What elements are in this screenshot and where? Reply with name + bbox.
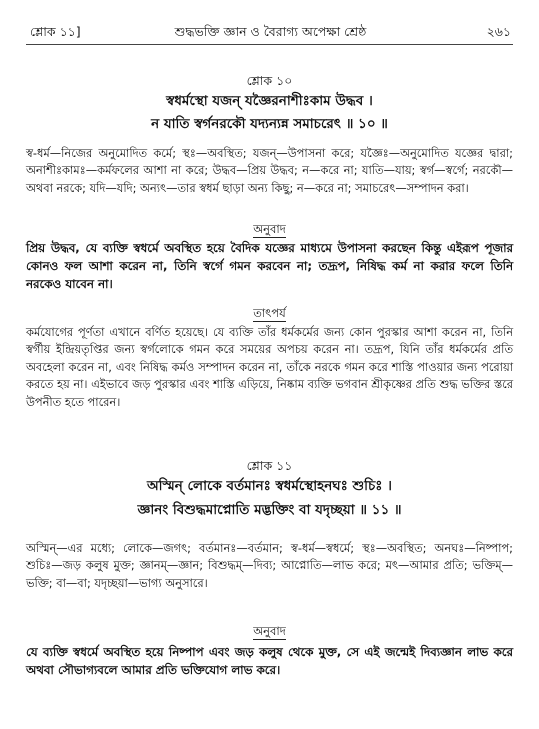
shloka-10-verse-line-1: স্বধর্মস্থো যজন্ যজ্ঞৈরনাশীঃকাম উদ্ধব । [166, 93, 373, 109]
shloka-11-verse-line-2: জ্ঞানং বিশুদ্ধমাপ্নোতি মদ্ভক্তিং বা যদৃচ্ছয়া ॥ ১১ ॥ [137, 502, 402, 518]
shloka-10-translation-label: অনুবাদ [253, 222, 286, 236]
shloka-10-purport-label: তাৎপর্য [253, 306, 286, 320]
header-rule [26, 44, 513, 45]
shloka-11-translation-label: অনুবাদ [253, 624, 286, 638]
shloka-10-synonyms: স্ব-ধর্ম—নিজের অনুমোদিত কর্মে; স্থঃ—অবস্থিত; যজন্—উপাসনা করে; যজ্ঞৈঃ—অনুমোদিত যজ্ঞের দ্বারা; অনাশীঃকামঃ—কর্মফলের আশা না করে; উদ্ধব—প্রিয় উদ্ধব; ন—করে না; যাতি—যায়; স্বর্গ—স্বর্গে; নরকৌ—অথবা নরকে; যদি—যদি; অন্যৎ—তার স্বধর্ম ছাড়া অন্য কিছু; ন—করে না; সমাচরেৎ—সম্পাদন করা। [26, 146, 513, 195]
shloka-11-synonyms: অস্মিন্—এর মধ্যে; লোকে—জগৎ; বর্তমানঃ—বর্তমান; স্ব-ধর্ম—স্বধর্মে; স্থঃ—অবস্থিত; অনঘঃ—নিষ্পাপ; শুচিঃ—জড় কলুষ মুক্ত; জ্ঞানম্—জ্ঞান; বিশুদ্ধম্—দিব্য; আপ্নোতি—লাভ করে; মৎ—আমার প্রতি; ভক্তিম্—ভক্তি; বা—বা; যদৃচ্ছয়া—ভাগ্য অনুসারে। [26, 541, 513, 590]
header-verse-ref: শ্লোক ১১] [30, 24, 81, 39]
header-page-number: ২৬১ [486, 24, 511, 39]
shloka-10-label: শ্লোক ১০ [246, 73, 293, 88]
header-chapter-title: শুদ্ধভক্তি জ্ঞান ও বৈরাগ্য অপেক্ষা শ্রেষ্ঠ [174, 24, 367, 39]
shloka-11-verse-line-1: অস্মিন্ লোকে বর্তমানঃ স্বধর্মস্থোহনঘঃ শুচিঃ । [146, 478, 392, 494]
shloka-10-verse-line-2: ন যাতি স্বর্গনরকৌ যদ্যন্যন্ন সমাচরেৎ ॥ ১০ ॥ [151, 116, 388, 132]
shloka-11-translation: যে ব্যক্তি স্বধর্মে অবস্থিত হয়ে নিষ্পাপ এবং জড় কলুষ থেকে মুক্ত, সে এই জন্মেই দিব্যজ্ঞান লাভ করে অথবা সৌভাগ্যবলে আমার প্রতি ভক্তিযোগ লাভ করে। [26, 645, 513, 678]
shloka-10-translation: প্রিয় উদ্ধব, যে ব্যক্তি স্বধর্মে অবস্থিত হয়ে বৈদিক যজ্ঞের মাধ্যমে উপাসনা করছেন কিন্তু এইরূপ পূজার কোনও ফল আশা করেন না, তিনি স্বর্গে গমন করবেন না; তদ্রূপ, নিষিদ্ধ কর্ম না করার ফলে তিনি নরকেও যাবেন না। [26, 241, 513, 292]
shloka-10-purport: কর্মযোগের পূর্ণতা এখানে বর্ণিত হয়েছে। যে ব্যক্তি তাঁর ধর্মকর্মের জন্য কোন পুরস্কার আশা করেন না, তিনি স্বর্গীয় ইন্দ্রিয়তৃপ্তির জন্য স্বর্গলোকে গমন করে সময়ের অপচয় করেন না। তদ্রূপ, যিনি তাঁর ধর্মকর্মের প্রতি অবহেলা করেন না, এবং নিষিদ্ধ কর্মও সম্পাদন করেন না, তাঁকে নরকে গমন করে শাস্তি পাওয়ার জন্য পরোয়া করতে হয় না। এইভাবে জড় পুরস্কার এবং শাস্তি এড়িয়ে, নিষ্কাম ব্যক্তি ভগবান শ্রীকৃষ্ণের প্রতি শুদ্ধ ভক্তির স্তরে উপনীত হতে পারেন। [26, 325, 513, 409]
running-header [30, 22, 511, 42]
shloka-11-label: শ্লোক ১১ [246, 458, 293, 473]
